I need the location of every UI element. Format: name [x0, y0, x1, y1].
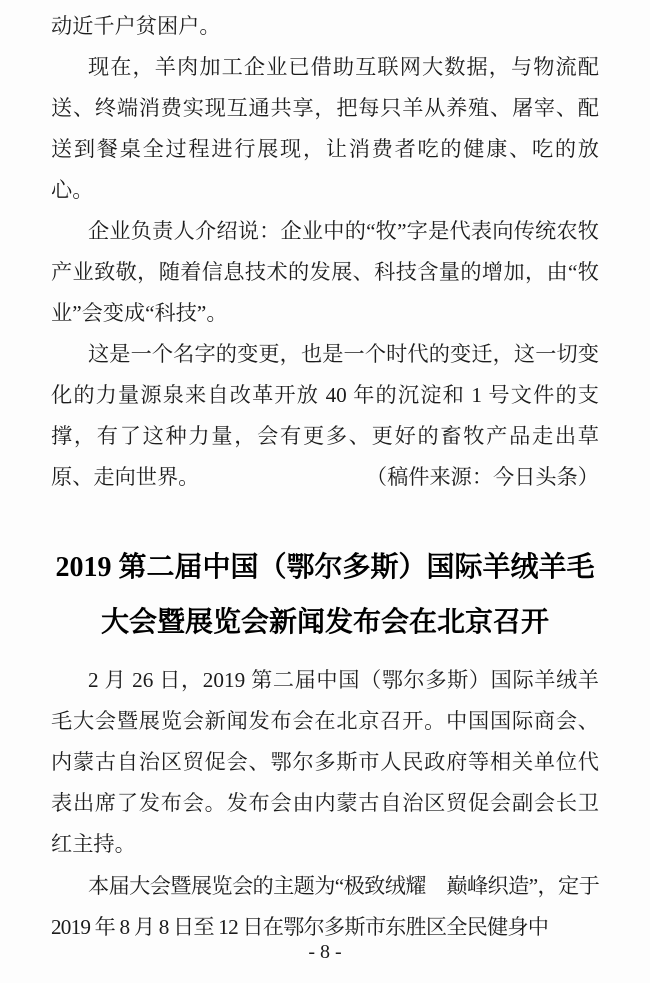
document-body	[51, 6, 599, 948]
paragraph-continuation: 动近千户贫困户。	[51, 14, 221, 38]
paragraph: 现在，羊肉加工企业已借助互联网大数据，与物流配送、终端消费实现互通共享，把每只羊从养殖、屠宰、配送到餐桌全过程进行展现，让消费者吃的健康、吃的放心。	[51, 55, 599, 202]
page-number: - 8 -	[308, 941, 342, 963]
paragraph: 本届大会暨展览会的主题为“极致绒耀 巅峰织造”，定于 2019 年 8 月 8 日至 12 日在鄂尔多斯市东胜区全民健身中	[51, 874, 599, 939]
article-title-line-2: 大会暨展览会新闻发布会在北京召开	[100, 607, 549, 638]
paragraph: 企业负责人介绍说：企业中的“牧”字是代表向传统农牧产业致敬，随着信息技术的发展、科技含量的增加，由“牧业”会变成“科技”。	[51, 219, 599, 325]
paragraph: 2 月 26 日，2019 第二届中国（鄂尔多斯）国际羊绒羊毛大会暨展览会新闻发布会在北京召开。中国国际商会、内蒙古自治区贸促会、鄂尔多斯市人民政府等相关单位代表出席了发布会。发布会由内蒙古自治区贸促会副会长卫红主持。	[51, 668, 599, 856]
article-title-line-1: 2019 第二届中国（鄂尔多斯）国际羊绒羊毛	[55, 552, 595, 583]
article-title	[51, 540, 599, 650]
paragraph: 这是一个名字的变更，也是一个时代的变迁，这一切变化的力量源泉来自改革开放 40 年的沉淀和 1 号文件的支撑，有了这种力量，会有更多、更好的畜牧产品走出草原、走向世界。	[51, 342, 599, 489]
source-attribution: （稿件来源：今日头条）	[365, 465, 599, 489]
